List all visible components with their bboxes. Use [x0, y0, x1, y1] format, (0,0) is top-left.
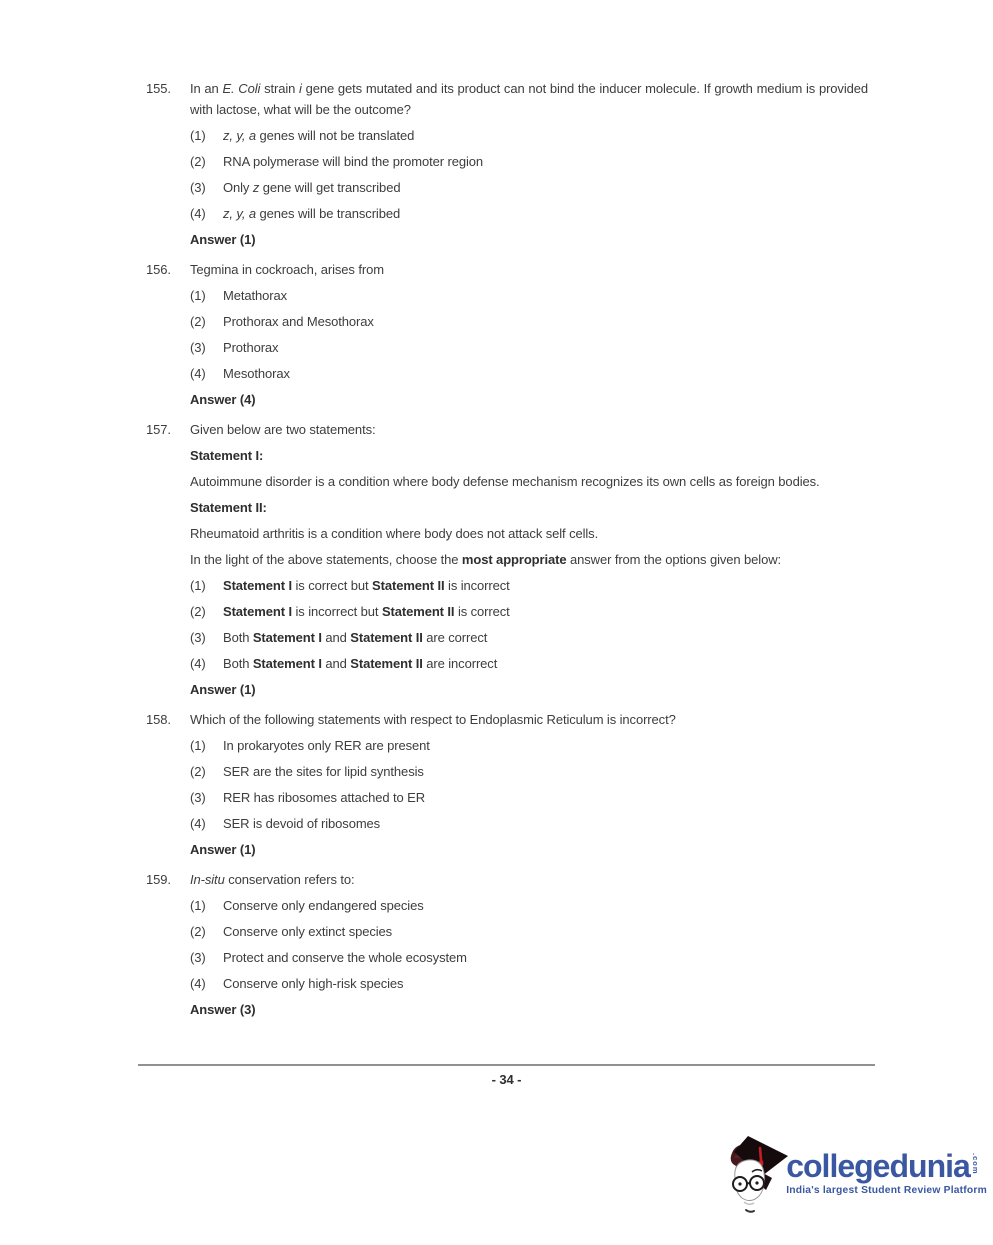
answer-label [190, 999, 868, 1020]
text-run: Mesothorax [223, 366, 290, 381]
question-block [146, 78, 868, 250]
option-row [190, 947, 868, 968]
text-run: Conserve only high-risk species [223, 976, 404, 991]
brand-tagline: India's largest Student Review Platform [786, 1185, 987, 1196]
text-run: Metathorax [223, 288, 288, 303]
option-row [190, 363, 868, 384]
option-row [190, 787, 868, 808]
text-run: gene will get transcribed [259, 180, 401, 195]
option-row [190, 735, 868, 756]
text-run: gene gets mutated and its product can not bind the inducer molecule. If growth medium is provided with lactose, what will be the outcome? [190, 81, 869, 117]
option-row [190, 601, 868, 622]
option-number: (2) [190, 154, 206, 169]
option-text [223, 601, 868, 622]
text-run: Rheumatoid arthritis is a condition where body does not attack self cells. [190, 526, 599, 541]
option-row [190, 653, 868, 674]
page-number: - 34 - [491, 1072, 522, 1087]
answer-label [190, 229, 868, 250]
question-body [190, 709, 868, 860]
question-body [190, 419, 868, 700]
option-number: (3) [190, 340, 206, 355]
answer-label [190, 389, 868, 410]
text-run: and [321, 630, 351, 645]
text-run: Statement I [252, 656, 322, 671]
option-text [223, 337, 868, 358]
option-row [190, 151, 868, 172]
text-run: Statement II: [190, 500, 267, 515]
text-run: Statement II [350, 656, 423, 671]
option-row [190, 813, 868, 834]
question-block [146, 709, 868, 860]
text-run: i [299, 81, 302, 96]
option-text [223, 947, 868, 968]
option-text [223, 973, 868, 994]
option-number: (4) [190, 816, 206, 831]
question-body [190, 78, 868, 250]
text-run: is correct [454, 604, 510, 619]
option-text [223, 921, 868, 942]
option-text [223, 653, 868, 674]
text-run: genes will not be translated [256, 128, 415, 143]
question-text [190, 523, 868, 544]
text-run: genes will be transcribed [256, 206, 401, 221]
text-run: Statement I [223, 578, 292, 593]
text-run: Statement II [381, 604, 455, 619]
questions-list [146, 78, 868, 1020]
question-text [190, 497, 868, 518]
text-run: Answer (1) [190, 682, 256, 697]
text-run: RER has ribosomes attached to ER [223, 790, 426, 805]
question-number: 155. [146, 81, 171, 96]
option-number: (1) [190, 738, 206, 753]
text-run: Prothorax and Mesothorax [223, 314, 374, 329]
graduate-mascot-icon [726, 1136, 790, 1220]
question-number: 158. [146, 712, 171, 727]
option-row [190, 311, 868, 332]
question-text [190, 419, 868, 440]
option-row [190, 895, 868, 916]
option-number: (1) [190, 578, 206, 593]
option-text [223, 177, 868, 198]
option-text [223, 813, 868, 834]
option-number: (2) [190, 314, 206, 329]
text-run: SER is devoid of ribosomes [223, 816, 381, 831]
text-run: Answer (3) [190, 1002, 256, 1017]
text-run: conservation refers to: [224, 872, 355, 887]
text-run: Protect and conserve the whole ecosystem [223, 950, 467, 965]
text-run: In prokaryotes only RER are present [223, 738, 430, 753]
option-text [223, 627, 868, 648]
option-number: (2) [190, 604, 206, 619]
text-run: Statement II [372, 578, 445, 593]
text-run: Which of the following statements with respect to Endoplasmic Reticulum is incorrect? [190, 712, 676, 727]
question-text [190, 549, 868, 570]
option-text [223, 787, 868, 808]
option-number: (3) [190, 630, 206, 645]
option-number: (1) [190, 128, 206, 143]
question-body [190, 869, 868, 1020]
option-number: (4) [190, 206, 206, 221]
option-number: (3) [190, 790, 206, 805]
text-run: z [252, 180, 260, 195]
text-run: are correct [422, 630, 488, 645]
brand-row [786, 1150, 987, 1182]
text-run: Statement II [350, 630, 423, 645]
text-run: Statement I: [190, 448, 264, 463]
text-run: is incorrect [444, 578, 510, 593]
text-run: Both [223, 630, 253, 645]
option-number: (1) [190, 898, 206, 913]
text-run: E. Coli [222, 81, 261, 96]
option-row [190, 337, 868, 358]
question-text [190, 709, 868, 730]
text-run: Answer (4) [190, 392, 256, 407]
question-text [190, 471, 868, 492]
option-number: (3) [190, 950, 206, 965]
text-run: strain [260, 81, 300, 96]
text-run: Only [223, 180, 253, 195]
option-text [223, 895, 868, 916]
question-number: 156. [146, 262, 171, 277]
logo-text [786, 1136, 987, 1197]
option-text [223, 761, 868, 782]
brand-domain-suffix: .com [970, 1153, 980, 1175]
text-run: answer from the options given below: [566, 552, 782, 567]
text-run: and [321, 656, 351, 671]
text-run: is correct but [291, 578, 373, 593]
option-row [190, 285, 868, 306]
option-text [223, 285, 868, 306]
text-run: is incorrect but [291, 604, 382, 619]
option-number: (4) [190, 366, 206, 381]
option-row [190, 921, 868, 942]
question-text [190, 259, 868, 280]
option-number: (4) [190, 976, 206, 991]
option-row [190, 203, 868, 224]
text-run: Statement I [223, 604, 292, 619]
text-run: Statement I [252, 630, 322, 645]
text-run: Answer (1) [190, 232, 256, 247]
text-run: Autoimmune disorder is a condition where body defense mechanism recognizes its own cells as foreign bodies. [190, 474, 820, 489]
answer-label [190, 679, 868, 700]
answer-label [190, 839, 868, 860]
option-row [190, 575, 868, 596]
brand-name: collegedunia [786, 1148, 970, 1184]
question-number: 157. [146, 422, 171, 437]
text-run: Tegmina in cockroach, arises from [190, 262, 384, 277]
question-block [146, 869, 868, 1020]
option-row [190, 125, 868, 146]
question-text [190, 869, 868, 890]
option-number: (4) [190, 656, 206, 671]
collegedunia-logo [726, 1136, 987, 1220]
text-run: Both [223, 656, 253, 671]
question-body [190, 259, 868, 410]
text-run: Conserve only endangered species [223, 898, 424, 913]
option-number: (2) [190, 764, 206, 779]
text-run: are incorrect [422, 656, 498, 671]
question-block [146, 259, 868, 410]
question-text [190, 78, 868, 120]
option-number: (1) [190, 288, 206, 303]
option-text [223, 311, 868, 332]
option-text [223, 735, 868, 756]
option-text [223, 125, 868, 146]
text-run: z, y, a [223, 128, 257, 143]
option-text [223, 203, 868, 224]
text-run: In the light of the above statements, choose the [190, 552, 462, 567]
question-number: 159. [146, 872, 171, 887]
text-run: In-situ [190, 872, 225, 887]
text-run: Answer (1) [190, 842, 256, 857]
option-number: (3) [190, 180, 206, 195]
option-text [223, 151, 868, 172]
text-run: z, y, a [223, 206, 257, 221]
text-run: Given below are two statements: [190, 422, 376, 437]
option-row [190, 177, 868, 198]
text-run: Conserve only extinct species [223, 924, 393, 939]
text-run: In an [190, 81, 223, 96]
text-run: Prothorax [223, 340, 279, 355]
option-row [190, 627, 868, 648]
text-run: RNA polymerase will bind the promoter region [223, 154, 484, 169]
text-run: most appropriate [461, 552, 567, 567]
option-text [223, 363, 868, 384]
option-text [223, 575, 868, 596]
text-run: SER are the sites for lipid synthesis [223, 764, 424, 779]
option-row [190, 761, 868, 782]
question-block [146, 419, 868, 700]
footer-divider [138, 1064, 875, 1066]
question-text [190, 445, 868, 466]
option-row [190, 973, 868, 994]
option-number: (2) [190, 924, 206, 939]
